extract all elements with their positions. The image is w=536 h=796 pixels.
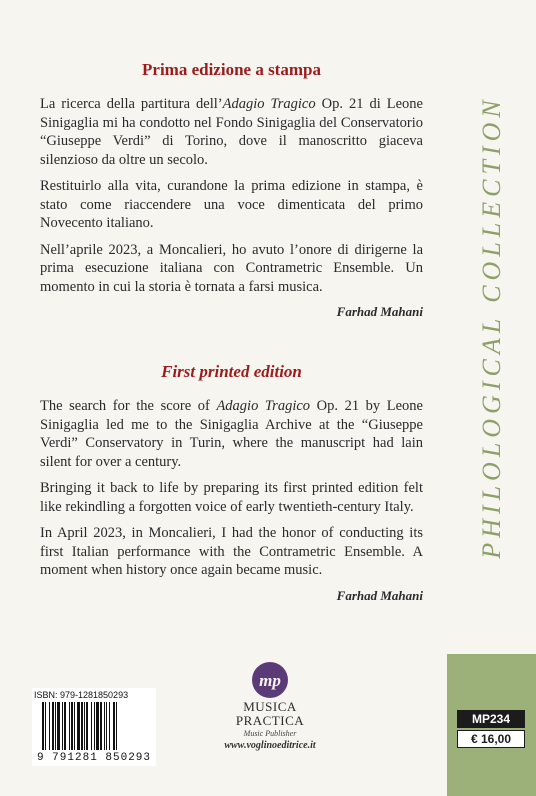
work-title: Adagio Tragico (222, 96, 316, 112)
barcode-bar (52, 702, 54, 750)
barcode-digits: 9 791281 850293 (36, 752, 152, 764)
catalog-block (447, 654, 536, 796)
publisher-subtitle: Music Publisher (243, 729, 297, 738)
italian-paragraph-2: Restituirlo alla vita, curandone la prima edizione in stampa, è stato come riaccendere una voce dimenticata del primo Novecento italiano. (40, 178, 423, 231)
barcode-bar (96, 702, 99, 750)
publisher-mp-icon (250, 660, 290, 700)
barcode-bar (77, 702, 80, 750)
catalog-code: MP234 (457, 710, 525, 728)
barcode-bar (104, 702, 105, 750)
barcode-bar (91, 702, 92, 750)
italian-paragraph-3: Nell’aprile 2023, a Moncalieri, ho avuto l’onore di dirigerne la prima esecuzione italiana con Contrametric Ensemble. Un momento in cui la storia è tornata a farsi musica. (40, 241, 423, 295)
barcode-bar (55, 702, 56, 750)
barcode-bar (84, 702, 85, 750)
english-paragraph-1: The search for the score of Adagio Tragico Op. 21 by Leone Sinigaglia led me to the Sinigaglia Archive at the “Giuseppe Verdi” Conservatory in Turin, where the manuscript had lain silent for over a century. (40, 398, 423, 470)
barcode-bar (109, 702, 110, 750)
barcode-bar (71, 702, 73, 750)
publisher-name-1: MUSICA (243, 699, 297, 714)
publisher-url: www.voglinoeditrice.it (224, 740, 316, 751)
barcode-bar (81, 702, 83, 750)
english-signature: Farhad Mahani (336, 587, 423, 603)
barcode-bar (57, 702, 60, 750)
barcode-bar (45, 702, 46, 750)
barcode-bar (116, 702, 117, 750)
barcode-bar (106, 702, 107, 750)
barcode-bar (100, 702, 102, 750)
barcode-bars (40, 702, 148, 752)
barcode (32, 688, 156, 766)
barcode-bar (62, 702, 63, 750)
english-paragraph-2: Bringing it back to life by preparing its first printed edition felt like rekindling a forgotten voice of early twentieth-century Italy. (40, 480, 423, 515)
barcode-bar (49, 702, 50, 750)
barcode-bar (94, 702, 95, 750)
sidebar (447, 0, 536, 654)
price-label: € 16,00 (457, 730, 525, 748)
work-title: Adagio Tragico (216, 398, 311, 414)
back-cover-text (40, 60, 423, 604)
collection-title: PHILOLOGICAL COLLECTION (476, 95, 506, 559)
barcode-bar (74, 702, 75, 750)
italian-paragraph-1: La ricerca della partitura dell’Adagio Tragico Op. 21 di Leone Sinigaglia mi ha condotto nel Fondo Sinigaglia del Conservatorio “Giuseppe Verdi” di Torino, dove il manoscritto giaceva silenzioso da oltre un secolo. (40, 96, 423, 168)
publisher-name-2: PRACTICA (235, 713, 305, 728)
barcode-bar (64, 702, 66, 750)
barcode-bar (113, 702, 115, 750)
italian-heading: Prima edizione a stampa (142, 60, 321, 79)
barcode-bar (42, 702, 44, 750)
isbn-label: ISBN: 979-1281850293 (34, 690, 129, 700)
english-paragraph-3: In April 2023, in Moncalieri, I had the honor of conducting its first Italian performance with the Contrametric Ensemble. A moment when history once again became music. (40, 525, 423, 578)
italian-signature: Farhad Mahani (336, 304, 423, 319)
logo-letters: mp (259, 671, 281, 690)
publisher-logo (200, 660, 340, 751)
barcode-bar (69, 702, 70, 750)
english-heading: First printed edition (161, 362, 302, 381)
barcode-bar (86, 702, 88, 750)
